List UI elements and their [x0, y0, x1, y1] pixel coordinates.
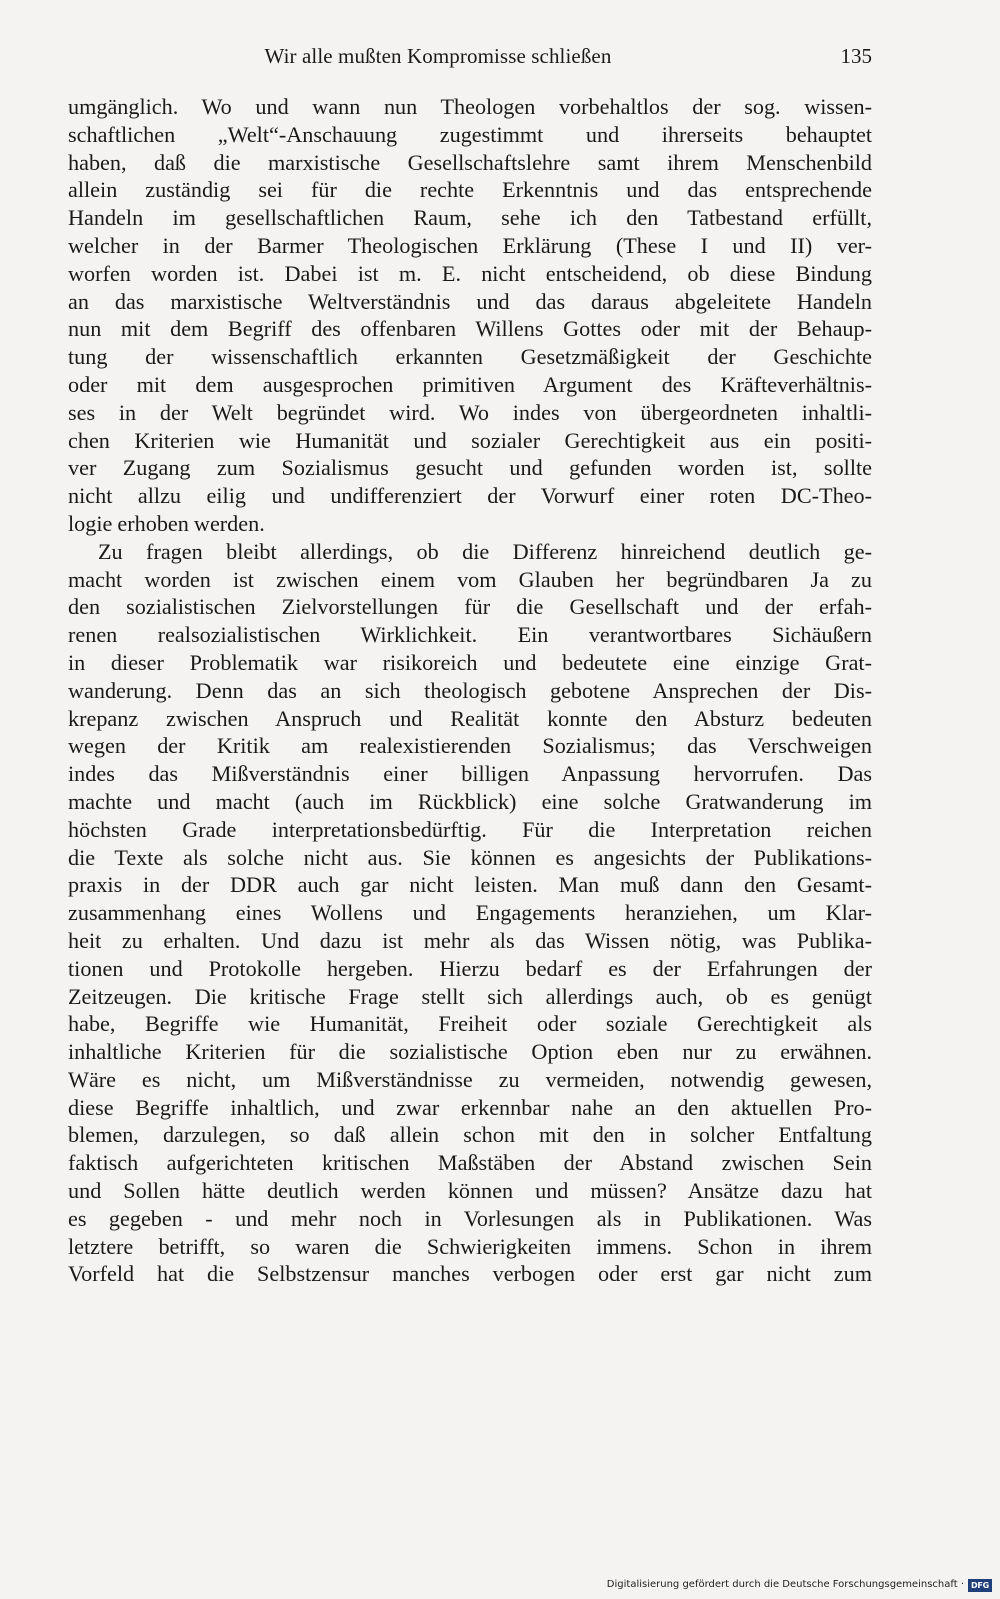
text-line: diese Begriffe inhaltlich, und zwar erkennbar nahe an den aktuellen Pro-: [68, 1094, 872, 1120]
text-line: heit zu erhalten. Und dazu ist mehr als das Wissen nötig, was Publika-: [68, 927, 872, 953]
running-title: Wir alle mußten Kompromisse schließen: [264, 44, 612, 68]
running-head: [68, 44, 872, 76]
text-line: renen realsozialistischen Wirklichkeit. Ein verantwortbares Sichäußern: [68, 622, 872, 648]
text-line: zusammenhang eines Wollens und Engagements heranziehen, um Klar-: [68, 900, 872, 926]
text-line: den sozialistischen Zielvorstellungen für die Gesellschaft und der erfah-: [68, 594, 872, 620]
text-line: schaftlichen „Welt“-Anschauung zugestimmt und ihrerseits behauptet: [68, 121, 872, 147]
text-line: tung der wissenschaftlich erkannten Gesetzmäßigkeit der Geschichte: [68, 344, 872, 370]
paragraph-first-line: Zu fragen bleibt allerdings, ob die Differenz hinreichend deutlich ge-: [98, 538, 872, 564]
text-line: es gegeben - und mehr noch in Vorlesungen als in Publikationen. Was: [68, 1205, 872, 1231]
digitization-credit: [607, 1578, 964, 1592]
page-number: 135: [840, 44, 872, 68]
text-line: worfen worden ist. Dabei ist m. E. nicht entscheidend, ob diese Bindung: [68, 260, 872, 286]
text-line: letztere betrifft, so waren die Schwierigkeiten immens. Schon in ihrem: [68, 1233, 872, 1259]
text-line: praxis in der DDR auch gar nicht leisten. Man muß dann den Gesamt-: [68, 872, 872, 898]
text-line: und Sollen hätte deutlich werden können und müssen? Ansätze dazu hat: [68, 1178, 872, 1204]
text-line: ses in der Welt begründet wird. Wo indes von übergeordneten inhaltli-: [68, 399, 872, 425]
text-line: tionen und Protokolle hergeben. Hierzu bedarf es der Erfahrungen der: [68, 955, 872, 981]
text-line: allein zuständig sei für die rechte Erkenntnis und das entsprechende: [68, 177, 872, 203]
text-line: nicht allzu eilig und undifferenziert der Vorwurf einer roten DC-Theo-: [68, 483, 872, 509]
paragraph-end-line: logie erhoben werden.: [68, 510, 265, 536]
digitization-credit-text: Digitalisierung gefördert durch die Deutsche Forschungsgemeinschaft ·: [606, 1579, 964, 1590]
text-line: Handeln im gesellschaftlichen Raum, sehe ich den Tatbestand erfüllt,: [68, 205, 872, 231]
text-line: welcher in der Barmer Theologischen Erklärung (These I und II) ver-: [68, 232, 872, 258]
text-line: haben, daß die marxistische Gesellschaftslehre samt ihrem Menschenbild: [68, 149, 872, 175]
text-line: an das marxistische Weltverständnis und das daraus abgeleitete Handeln: [68, 288, 872, 314]
text-line: chen Kriterien wie Humanität und sozialer Gerechtigkeit aus ein positi-: [68, 427, 872, 453]
text-line: in dieser Problematik war risikoreich und bedeutete eine einzige Grat-: [68, 649, 872, 675]
text-line: inhaltliche Kriterien für die sozialistische Option eben nur zu erwähnen.: [68, 1039, 872, 1065]
text-line: Wäre es nicht, um Mißverständnisse zu vermeiden, notwendig gewesen,: [68, 1066, 872, 1092]
text-line: indes das Mißverständnis einer billigen Anpassung hervorrufen. Das: [68, 761, 872, 787]
text-line: Zeitzeugen. Die kritische Frage stellt sich allerdings auch, ob es genügt: [68, 983, 872, 1009]
text-line: die Texte als solche nicht aus. Sie können es angesichts der Publikations-: [68, 844, 872, 870]
text-line: wanderung. Denn das an sich theologisch gebotene Ansprechen der Dis-: [68, 677, 872, 703]
text-line: oder mit dem ausgesprochen primitiven Argument des Kräfteverhältnis-: [68, 371, 872, 397]
text-line: umgänglich. Wo und wann nun Theologen vorbehaltlos der sog. wissen-: [68, 94, 872, 119]
text-line: Vorfeld hat die Selbstzensur manches verbogen oder erst gar nicht zum: [68, 1261, 872, 1287]
text-line: faktisch aufgerichteten kritischen Maßstäben der Abstand zwischen Sein: [68, 1150, 872, 1176]
text-line: habe, Begriffe wie Humanität, Freiheit oder soziale Gerechtigkeit als: [68, 1011, 872, 1037]
text-line: machte und macht (auch im Rückblick) eine solche Gratwanderung im: [68, 788, 872, 814]
body-text: [68, 93, 872, 1288]
text-line: blemen, darzulegen, so daß allein schon mit den in solcher Entfaltung: [68, 1122, 872, 1148]
text-line: ver Zugang zum Sozialismus gesucht und gefunden worden ist, sollte: [68, 455, 872, 481]
text-line: wegen der Kritik am realexistierenden Sozialismus; das Verschweigen: [68, 733, 872, 759]
dfg-logo-icon: DFG: [968, 1579, 992, 1592]
text-line: krepanz zwischen Anspruch und Realität konnte den Absturz bedeuten: [68, 705, 872, 731]
text-line: nun mit dem Begriff des offenbaren Willens Gottes oder mit der Behaup-: [68, 316, 872, 342]
text-line: macht worden ist zwischen einem vom Glauben her begründbaren Ja zu: [68, 566, 872, 592]
text-line: höchsten Grade interpretationsbedürftig. Für die Interpretation reichen: [68, 816, 872, 842]
